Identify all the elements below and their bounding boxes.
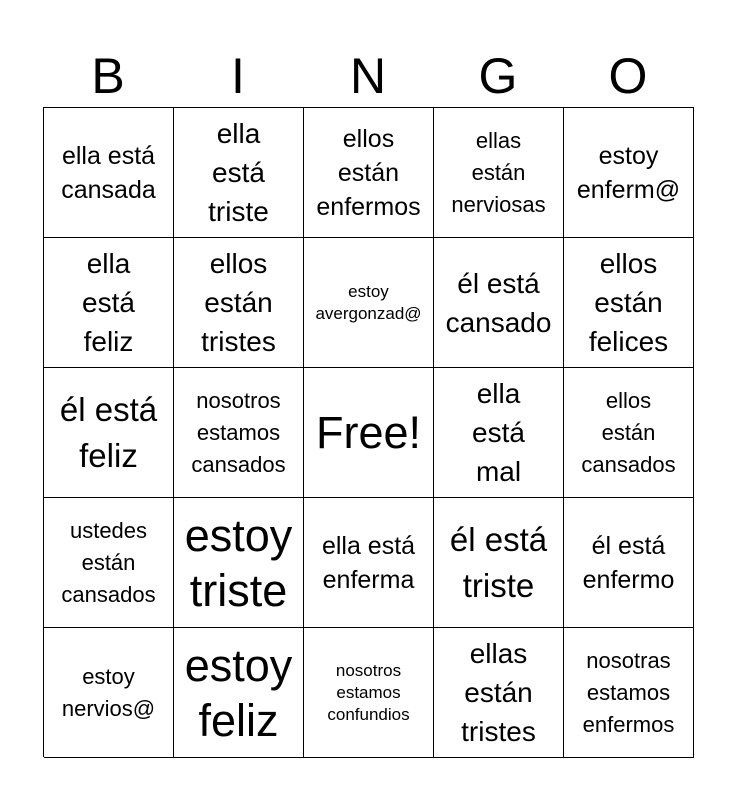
bingo-cell[interactable] <box>174 368 304 498</box>
bingo-cell[interactable] <box>44 368 174 498</box>
bingo-cell-text: ellos están cansados <box>581 387 676 477</box>
bingo-cell[interactable] <box>564 368 694 498</box>
bingo-cell[interactable] <box>304 498 434 628</box>
bingo-cell[interactable] <box>174 238 304 368</box>
bingo-cell-text: estoy triste <box>184 509 293 616</box>
bingo-cell-text: estoy avergonzad@ <box>315 281 422 323</box>
header-letter-n: N <box>349 48 387 104</box>
bingo-cell[interactable] <box>434 368 564 498</box>
bingo-cell-text: ella está cansada <box>61 141 156 204</box>
bingo-cell[interactable] <box>434 238 564 368</box>
bingo-cell[interactable] <box>174 498 304 628</box>
bingo-cell[interactable] <box>174 108 304 238</box>
bingo-cell-text: ella está feliz <box>82 248 135 357</box>
bingo-cell[interactable] <box>44 628 174 758</box>
bingo-cell-text: nosotros estamos cansados <box>191 387 286 477</box>
bingo-cell[interactable] <box>304 108 434 238</box>
bingo-cell[interactable] <box>44 238 174 368</box>
bingo-cell-text: él está feliz <box>59 390 158 474</box>
bingo-cell[interactable] <box>434 108 564 238</box>
bingo-cell[interactable] <box>564 498 694 628</box>
bingo-cell-text: Free! <box>315 407 422 458</box>
header-letter-b: B <box>91 48 125 104</box>
bingo-cell[interactable] <box>304 238 434 368</box>
bingo-cell-text: ella está mal <box>472 378 525 487</box>
bingo-cell-text: ellos están tristes <box>201 248 276 357</box>
bingo-cell[interactable] <box>564 238 694 368</box>
bingo-cell-text: ellas están nerviosas <box>451 127 546 217</box>
bingo-cell-text: ellos están felices <box>588 248 669 357</box>
header-letter-o: O <box>608 48 648 104</box>
bingo-cell[interactable] <box>304 628 434 758</box>
bingo-cell[interactable] <box>44 108 174 238</box>
bingo-cell-text: nosotras estamos enfermos <box>582 647 675 737</box>
bingo-cell-text: estoy nervios@ <box>61 663 156 721</box>
bingo-cell[interactable] <box>174 628 304 758</box>
bingo-cell[interactable] <box>434 628 564 758</box>
bingo-cell-text: ella está enferma <box>321 531 416 594</box>
bingo-header <box>43 44 693 108</box>
bingo-cell[interactable] <box>434 498 564 628</box>
bingo-cell-text: estoy enferm@ <box>576 141 681 204</box>
bingo-cell-text: ellas están tristes <box>461 638 536 747</box>
bingo-cell-text: él está triste <box>449 520 548 604</box>
bingo-cell-text: ustedes están cansados <box>61 517 156 607</box>
bingo-cell-text: nosotros estamos confundios <box>327 660 410 724</box>
bingo-cell-text: ella está triste <box>208 118 269 227</box>
free-space-cell[interactable] <box>304 368 434 498</box>
bingo-board <box>43 107 694 757</box>
bingo-cell-text: estoy feliz <box>184 639 293 746</box>
bingo-cell[interactable] <box>564 628 694 758</box>
header-letter-i: I <box>231 48 245 104</box>
bingo-cell-text: él está cansado <box>445 267 552 338</box>
bingo-cell[interactable] <box>44 498 174 628</box>
bingo-cell[interactable] <box>564 108 694 238</box>
header-letter-g: G <box>478 48 518 104</box>
bingo-cell-text: ellos están enfermos <box>316 124 421 221</box>
bingo-cell-text: él está enfermo <box>582 531 675 594</box>
